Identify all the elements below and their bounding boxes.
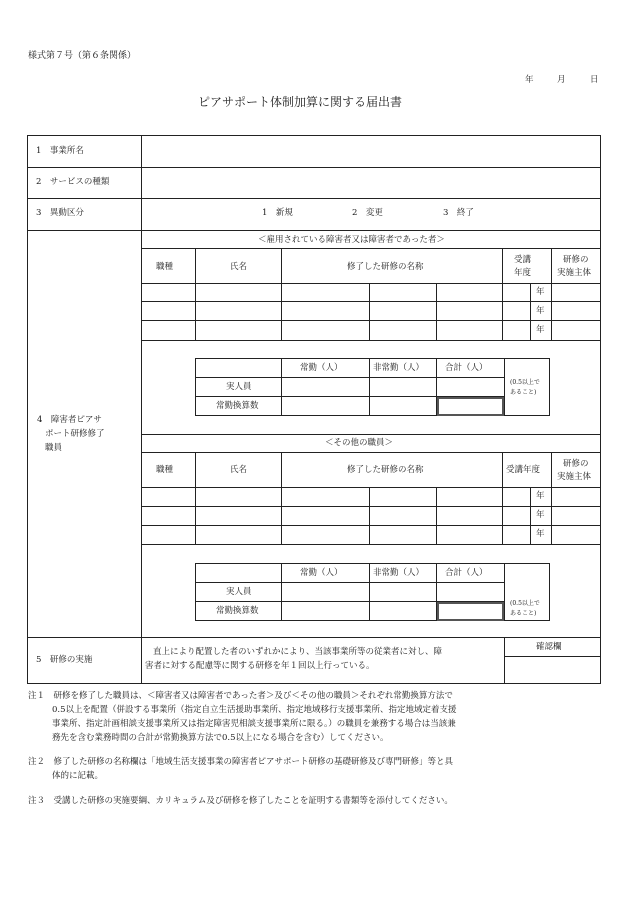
- note1-line3: 事業所、指定計画相談支援事業所又は指定障害児相談支援事業所に限る。）の職員を兼務する場合は当該兼: [52, 719, 456, 729]
- office-name-label: 1 事業所名: [36, 146, 84, 156]
- employed-row-fte: 常勤換算数: [216, 401, 259, 411]
- date-day: 日: [590, 75, 599, 85]
- form-number: 様式第７号（第６条関係）: [28, 51, 137, 61]
- other-col-job: 職種: [156, 465, 174, 475]
- employed-col-training: 修了した研修の名称: [347, 262, 424, 272]
- note1-line2: 0.5以上を配置（併設する事業所（指定自立生活援助事業所、指定地域移行支援事業所、指定地域定着支援: [52, 705, 457, 715]
- other-row-actual: 実人員: [226, 587, 252, 597]
- section-employed-heading: ＜雇用されている障害者又は障害者であった者＞: [258, 235, 445, 245]
- note2-line1: 注２ 修了した研修の名称欄は「地域生活支援事業の障害者ピアサポート研修の基礎研修及び専門研修」等と具: [28, 757, 454, 767]
- check-cell[interactable]: [505, 657, 601, 684]
- peer-staff-label-line1: 4 障害者ピアサ: [37, 415, 102, 425]
- other-row-fte: 常勤換算数: [216, 606, 259, 616]
- employed-col-body-1: 研修の: [563, 255, 589, 265]
- form-title: ピアサポート体制加算に関する届出書: [198, 95, 403, 109]
- employed-col-body-2: 実施主体: [557, 268, 592, 278]
- other-col-body-2: 実施主体: [557, 472, 592, 482]
- other-note-line1: (0.5以上で: [510, 600, 540, 607]
- note1-line4: 務先を含む業務時間の合計が常勤換算方法で0.5以上になる場合を含む）してください。: [52, 733, 389, 743]
- other-fte-total-cell[interactable]: [437, 602, 504, 621]
- peer-staff-label-line2: ポート研修修了: [45, 429, 105, 439]
- date-month: 月: [557, 75, 566, 85]
- employed-fte-total-cell[interactable]: [437, 397, 504, 416]
- note1-line1: 注１ 研修を修了した職員は、＜障害者又は障害者であった者＞及び＜その他の職員＞それぞれ常勤換算方法で: [28, 691, 453, 701]
- employed-col-fulltime: 常勤（人）: [300, 363, 343, 373]
- other-col-training: 修了した研修の名称: [347, 465, 424, 475]
- employed-col-total: 合計（人）: [445, 363, 488, 373]
- note3: 注３ 受講した研修の実施要綱、カリキュラム及び研修を修了したことを証明する書類等を添付してください。: [28, 796, 453, 806]
- other-row1-year: 年: [536, 491, 545, 501]
- other-col-year: 受講年度: [506, 465, 541, 475]
- other-row2-year: 年: [536, 510, 545, 520]
- other-col-fulltime: 常勤（人）: [300, 568, 343, 578]
- training-text-line2: 害者に対する配慮等に関する研修を年１回以上行っている。: [145, 661, 375, 671]
- employed-col-parttime: 非常勤（人）: [373, 363, 425, 373]
- other-col-body-1: 研修の: [563, 459, 589, 469]
- employed-col-year-1: 受講: [514, 255, 532, 265]
- employed-row3-year: 年: [536, 325, 545, 335]
- employed-row1-year: 年: [536, 287, 545, 297]
- other-col-parttime: 非常勤（人）: [373, 568, 425, 578]
- training-implementation-label: 5 研修の実施: [36, 655, 93, 665]
- employed-col-year-2: 年度: [514, 268, 532, 278]
- date-year: 年: [525, 75, 534, 85]
- check-column-label: 確認欄: [536, 642, 562, 652]
- employed-note-line1: (0.5以上で: [510, 379, 540, 386]
- employed-note-line2: あること): [510, 389, 537, 396]
- other-row3-year: 年: [536, 529, 545, 539]
- section-other-heading: ＜その他の職員＞: [325, 438, 394, 448]
- change-option-change[interactable]: 2 変更: [352, 208, 383, 218]
- note2-line2: 体的に記載。: [52, 771, 104, 781]
- training-text-line1: 直上により配置した者のいずれかにより、当該事業所等の従業者に対し、障: [153, 647, 443, 657]
- employed-col-name: 氏名: [230, 262, 248, 272]
- other-col-name: 氏名: [230, 465, 248, 475]
- change-option-new[interactable]: 1 新規: [262, 208, 293, 218]
- service-type-label: 2 サービスの種類: [36, 177, 110, 187]
- employed-row2-year: 年: [536, 306, 545, 316]
- other-note-line2: あること): [510, 610, 537, 617]
- change-option-end[interactable]: 3 終了: [443, 208, 474, 218]
- change-category-label: 3 異動区分: [36, 208, 84, 218]
- peer-staff-label-line3: 職員: [45, 443, 63, 453]
- other-col-total: 合計（人）: [445, 568, 488, 578]
- employed-row-actual: 実人員: [226, 382, 252, 392]
- employed-col-job: 職種: [156, 262, 174, 272]
